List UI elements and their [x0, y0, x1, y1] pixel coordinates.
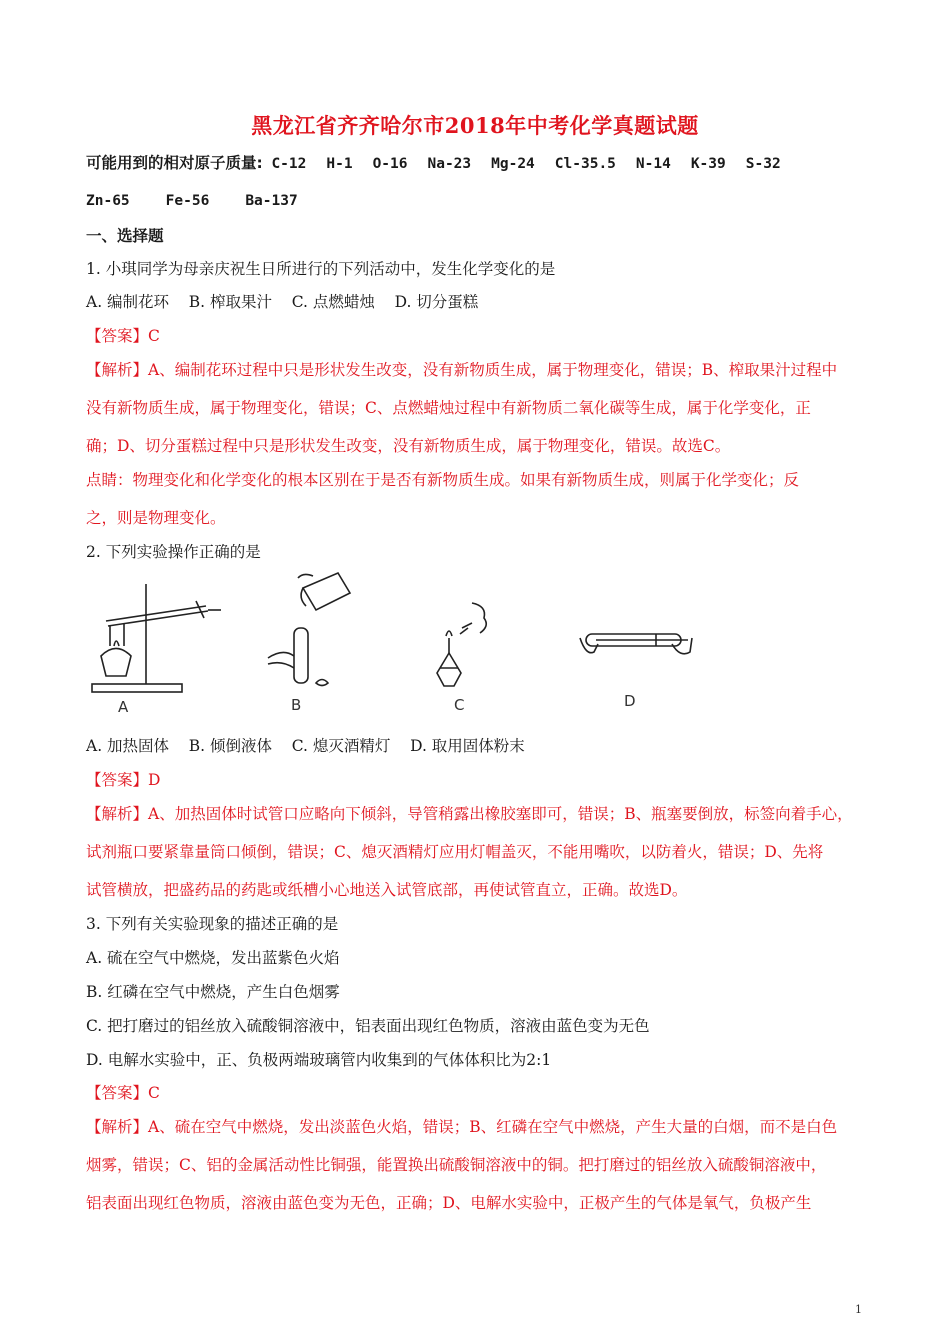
q2-stem: 2. 下列实验操作正确的是	[86, 543, 261, 561]
q1-tip-line: 点睛：物理变化和化学变化的根本区别在于是否有新物质生成。如果有新物质生成，则属于化学变化；反	[86, 471, 800, 489]
q1-analysis-line: 没有新物质生成，属于物理变化，错误；C、点燃蜡烛过程中有新物质二氧化碳等生成，属于化学变化，正	[86, 399, 811, 417]
q2-analysis-line: 试剂瓶口要紧靠量筒口倾倒，错误；C、熄灭酒精灯应用灯帽盖灭，不能用嘴吹，以防着火，错误；D、先将	[86, 843, 824, 861]
atom-mass: Na-23	[427, 156, 472, 172]
q1-options: A. 编制花环 B. 榨取果汁 C. 点燃蜡烛 D. 切分蛋糕	[86, 293, 479, 311]
q2-analysis-line: 【解析】A、加热固体时试管口应略向下倾斜，导管稍露出橡胶塞即可，错误；B、瓶塞要倒放，标签向着手心，	[86, 805, 853, 823]
figure-label-c: C	[454, 696, 465, 714]
q3-option: D. 电解水实验中，正、负极两端玻璃管内收集到的气体体积比为2:1	[86, 1051, 552, 1069]
atom-mass: Cl-35.5	[554, 156, 616, 172]
atom-mass: Ba-137	[245, 193, 298, 209]
q3-option: B. 红磷在空气中燃烧，产生白色烟雾	[86, 983, 340, 1001]
figure-label-d: D	[624, 692, 636, 710]
figure-d-powder-spatula	[576, 616, 696, 686]
q2-figures	[86, 568, 806, 728]
atom-mass: N-14	[635, 156, 671, 172]
q1-analysis-line: 确；D、切分蛋糕过程中只是形状发生改变，没有新物质生成，属于物理变化，错误。故选C。	[86, 437, 731, 455]
atomic-mass-line-1	[86, 153, 801, 174]
atom-mass: C-12	[271, 156, 307, 172]
q3-analysis-line: 烟雾，错误；C、铝的金属活动性比铜强，能置换出硫酸铜溶液中的铜。把打磨过的铝丝放入硫酸铜溶液中，	[86, 1156, 827, 1174]
q1-analysis-line: 【解析】A、编制花环过程中只是形状发生改变，没有新物质生成，属于物理变化，错误；B、榨取果汁过程中	[86, 361, 838, 379]
atomic-mass-line-2	[86, 191, 318, 211]
figure-c-alcohol-lamp	[432, 598, 512, 698]
q3-option: C. 把打磨过的铝丝放入硫酸铜溶液中，铝表面出现红色物质，溶液由蓝色变为无色	[86, 1017, 650, 1035]
q3-analysis-line: 【解析】A、硫在空气中燃烧，发出淡蓝色火焰，错误；B、红磷在空气中燃烧，产生大量的白烟，而不是白色	[86, 1118, 838, 1136]
atom-mass: H-1	[326, 156, 353, 172]
q2-analysis-line: 试管横放，把盛药品的药匙或纸槽小心地送入试管底部，再使试管直立，正确。故选D。	[86, 881, 688, 899]
figure-label-b: B	[291, 696, 302, 714]
figure-label-a: A	[118, 698, 129, 716]
q1-tip-line: 之，则是物理变化。	[86, 509, 226, 527]
figure-a-heating-apparatus	[86, 576, 226, 696]
q2-answer: 【答案】D	[86, 771, 161, 789]
page-number: 1	[855, 1303, 862, 1316]
atom-mass: K-39	[690, 156, 726, 172]
q3-analysis-line: 铝表面出现红色物质，溶液由蓝色变为无色，正确；D、电解水实验中，正极产生的气体是氧气，负极产生	[86, 1194, 812, 1212]
q1-stem: 1. 小琪同学为母亲庆祝生日所进行的下列活动中，发生化学变化的是	[86, 260, 556, 278]
q2-options: A. 加热固体 B. 倾倒液体 C. 熄灭酒精灯 D. 取用固体粉末	[86, 737, 525, 755]
q3-option: A. 硫在空气中燃烧，发出蓝紫色火焰	[86, 949, 340, 967]
atom-mass: O-16	[372, 156, 408, 172]
q1-answer: 【答案】C	[86, 327, 160, 345]
page-title: 黑龙江省齐齐哈尔市2018年中考化学真题试题	[251, 113, 699, 138]
q3-stem: 3. 下列有关实验现象的描述正确的是	[86, 915, 339, 933]
q3-answer: 【答案】C	[86, 1084, 160, 1102]
atomic-mass-label: 可能用到的相对原子质量:	[86, 154, 263, 172]
section-heading: 一、选择题	[86, 227, 164, 245]
atom-mass: Mg-24	[491, 156, 535, 172]
figure-b-pouring-liquid	[258, 568, 358, 693]
atom-mass: S-32	[745, 156, 781, 172]
atom-mass: Zn-65	[86, 193, 130, 209]
atom-mass: Fe-56	[165, 193, 210, 209]
